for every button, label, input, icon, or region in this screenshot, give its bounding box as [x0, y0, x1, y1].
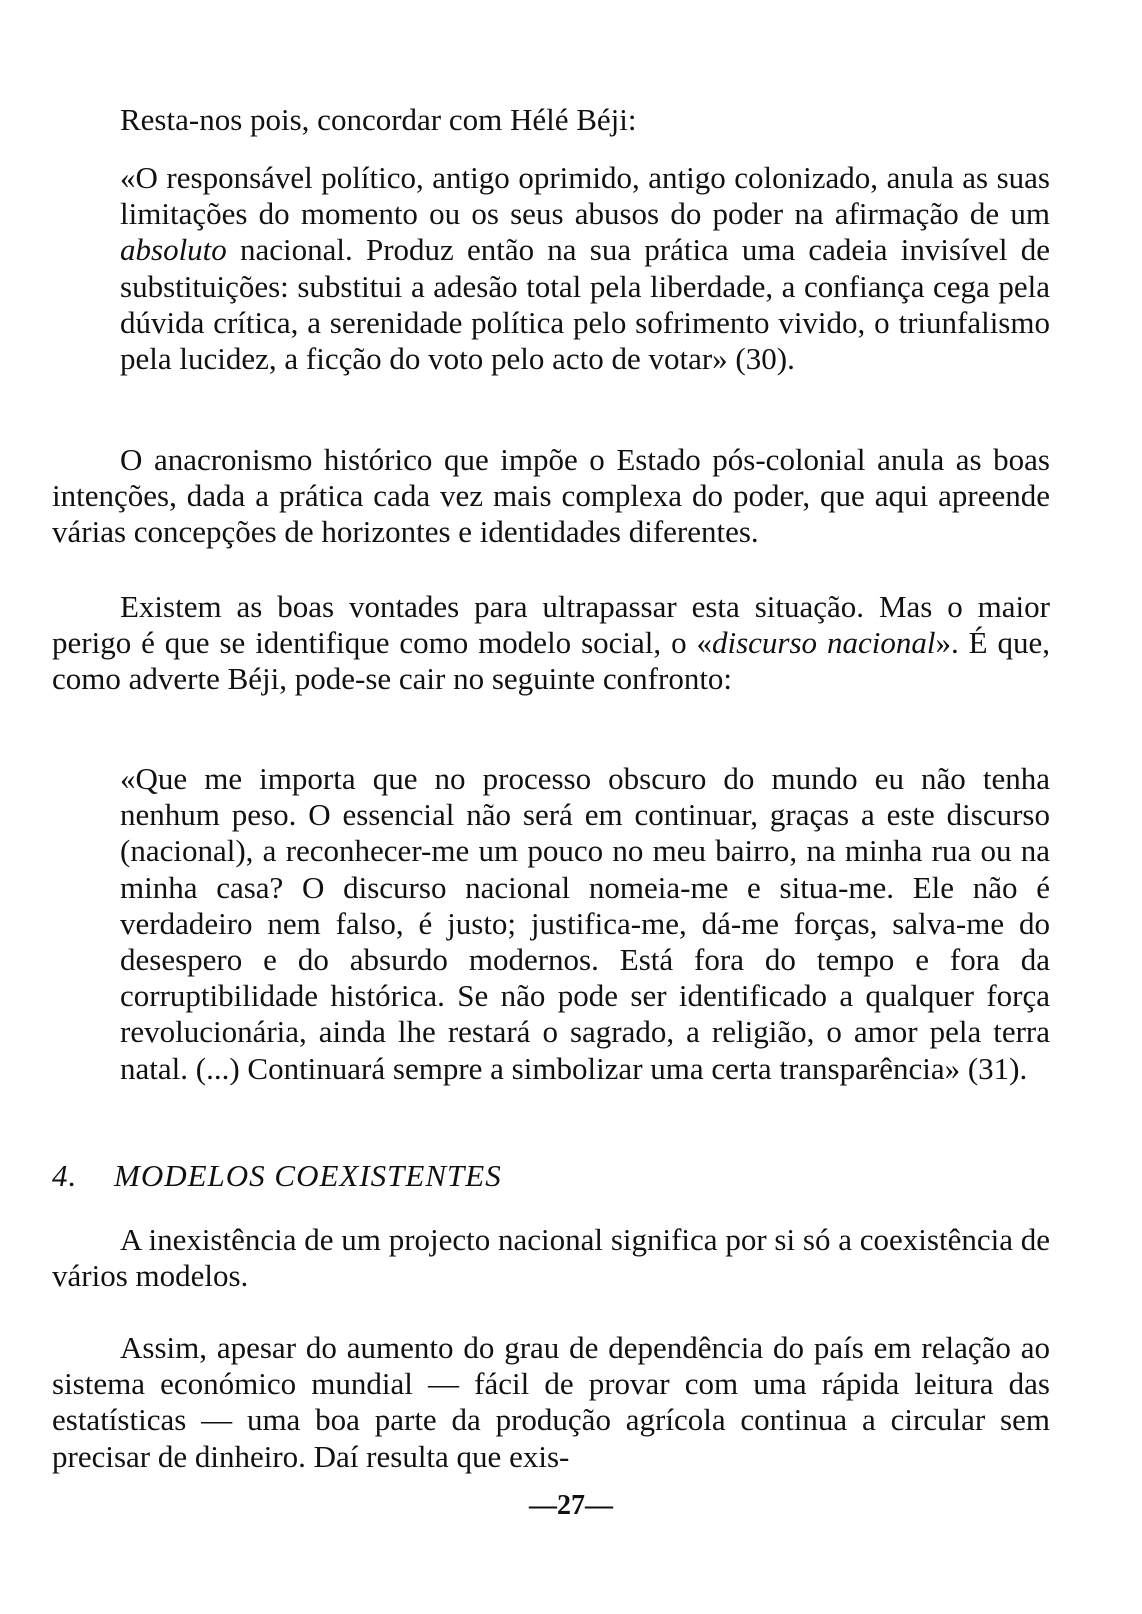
quote1-text-b: nacional. Produz então na sua prática uma cadeia invisível de substituições: substitui a adesão total pela liberdade, a confiança cega pela dúvida crítica, a serenidade política pelo sofrimento vivido, o triunfalismo pela lucidez, a ficção do voto pelo acto de votar» (30). [120, 232, 1050, 377]
quote-beji-1 [120, 160, 1050, 377]
paragraph2-italic: discurso nacional [711, 625, 936, 661]
paragraph-anacronismo [52, 442, 1050, 551]
paragraph2-text-b: ». É que, como adverte Béji, pode-se cair no seguinte confronto: [52, 625, 1050, 697]
paragraph4-text: Assim, apesar do aumento do grau de dependência do país em relação ao sistema económico mundial — fácil de provar com uma rápida leitura das estatísticas — uma boa parte da produção agrícola continua a circular sem precisar de dinheiro. Daí resulta que exis- [52, 1330, 1050, 1474]
intro-line: Resta-nos pois, concordar com Hélé Béji: [120, 102, 637, 137]
paragraph3-text: A inexistência de um projecto nacional significa por si só a coexistência de vários modelos. [52, 1222, 1050, 1294]
quote2-text: «Que me importa que no processo obscuro do mundo eu não tenha nenhum peso. O essencial não será em continuar, graças a este discurso (nacional), a reconhecer-me um pouco no meu bairro, na minha rua ou na minha casa? O discurso nacional nomeia-me e situa-me. Ele não é verdadeiro nem falso, é justo; justifica-me, dá-me forças, salva-me do desespero e do absurdo modernos. Está fora do tempo e fora da corruptibilidade histórica. Se não pode ser identificado a qualquer força revolucionária, ainda lhe restará o sagrado, a religião, o amor pela terra natal. (...) Continuará sempre a simbolizar uma certa transparência» (31). [120, 761, 1050, 1086]
paragraph1-text: O anacronismo histórico que impõe o Estado pós-colonial anula as boas intenções, dada a prática cada vez mais complexa do poder, que aqui apreende várias concepções de horizontes e identidades diferentes. [52, 442, 1050, 550]
paragraph-inexistencia [52, 1222, 1050, 1294]
quote-beji-2 [120, 761, 1050, 1087]
section-number: 4. [52, 1158, 78, 1193]
paragraph2-text-a: Existem as boas vontades para ultrapassar esta situação. Mas o maior perigo é que se identifique como modelo social, o « [52, 589, 1050, 661]
page-number: —27— [529, 1490, 613, 1521]
paragraph-dependencia [52, 1330, 1050, 1475]
section-title: MODELOS COEXISTENTES [114, 1158, 502, 1193]
quote1-text-a: «O responsável político, antigo oprimido, antigo colonizado, anula as suas limitações do momento ou os seus abusos do poder na afirmação de um [120, 160, 1050, 232]
section-heading [52, 1158, 502, 1194]
paragraph-boas-vontades [52, 589, 1050, 698]
quote1-italic: absoluto [120, 232, 227, 268]
